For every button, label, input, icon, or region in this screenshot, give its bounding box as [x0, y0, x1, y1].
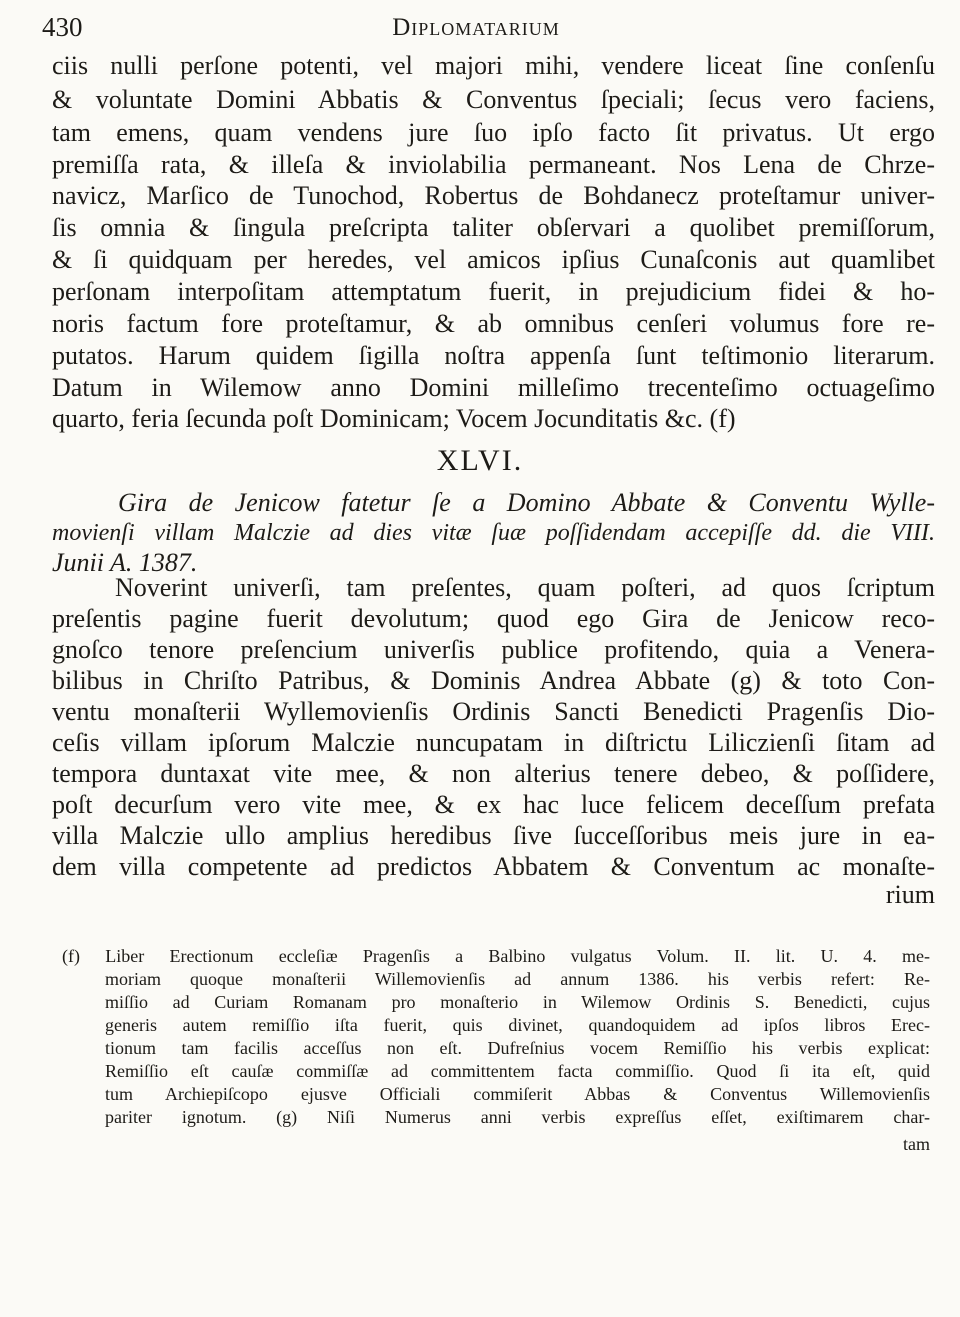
body-line: gnoſco tenore preſencium univerſis publice profitendo, quia a Venera-	[52, 635, 935, 664]
body-line: tam emens, quam vendens jure ſuo ipſo facto ſit privatus. Ut ergo	[52, 118, 935, 147]
body-line: poſt decurſum vero vite mee, & ex hac luce felicem deceſſum prefata	[52, 790, 935, 819]
page-header	[42, 8, 910, 48]
body-line: quarto, feria ſecunda poſt Dominicam; Vocem Jocunditatis &c. (f)	[52, 404, 736, 433]
body-line: Datum in Wilemow anno Domini milleſimo trecenteſimo octuageſimo	[52, 373, 935, 402]
footnote-line: tionum tam facilis acceſſus non eſt. Dufreſnius vocem Remiſſio his verbis explicat:	[105, 1038, 930, 1058]
body-line: ceſis villam ipſorum Malczie nuncupatam in diſtrictu Liliczienſi ſitam ad	[52, 728, 935, 757]
body-line: & ſi quidquam per heredes, vel amicos ipſius Cunaſconis aut quamlibet	[52, 245, 935, 274]
body-line: dem villa competente ad predictos Abbatem & Conventum ac monaſte-	[52, 852, 935, 881]
running-title: Diplomatarium	[392, 14, 560, 41]
footnote-line: miſſio ad Curiam Romanam pro monaſterio in Wilemow Ordinis S. Benedicti, cujus	[105, 992, 930, 1012]
body-line: & voluntate Domini Abbatis & Conventus ſpeciali; ſecus vero faciens,	[52, 85, 935, 114]
footnote-line: generis autem remiſſio iſta fuerit, quis divinet, quandoquidem ad ipſos libros Erec-	[105, 1015, 930, 1035]
body-line: villa Malczie ullo amplius heredibus ſive ſucceſſoribus meis jure in ea-	[52, 821, 935, 850]
summary-line: Gira de Jenicow fatetur ſe a Domino Abbate & Conventu Wylle-	[118, 488, 935, 517]
body-line: navicz, Marſico de Tunochod, Robertus de Bohdanecz proteſtamur univer-	[52, 181, 935, 210]
body-line: ventu monaſterii Wyllemovienſis Ordinis Sancti Benedicti Pragenſis Dio-	[52, 697, 935, 726]
footnote-line: tum Archiepiſcopo ejusve Officiali commiſerit Abbas & Conventus Willemovienſis	[105, 1084, 930, 1104]
body-line: premiſſa rata, & illeſa & inviolabilia permaneant. Nos Lena de Chrze-	[52, 150, 935, 179]
body-line: perſonam interpoſitam attemptatum fuerit, in prejudicium fidei & ho-	[52, 277, 935, 306]
footnote-line: (f) Liber Erectionum eccleſiæ Pragenſis a Balbino vulgatus Volum. II. lit. U. 4. me-	[62, 946, 930, 966]
body-line: noris factum fore proteſtamur, & ab omnibus cenſeri volumus fore re-	[52, 309, 935, 338]
catchword: rium	[885, 880, 935, 909]
body-line: tempora duntaxat vite mee, & non alterius tenere debeo, & poſſidere,	[52, 759, 935, 788]
footnote-line: moriam quoque monaſterii Willemovienſis ad annum 1386. his verbis refert: Re-	[105, 969, 930, 989]
body-line: Noverint univerſi, tam preſentes, quam poſteri, ad quos ſcriptum	[115, 573, 935, 602]
body-line: preſentis pagine fuerit devolutum; quod ego Gira de Jenicow reco-	[52, 604, 935, 633]
page-number: 430	[42, 12, 83, 42]
summary-line: Junii A. 1387.	[52, 548, 198, 577]
footnote-line: pariter ignotum. (g) Niſi Numerus anni verbis expreſſus eſſet, exiſtimarem char-	[105, 1107, 930, 1127]
section-number: XLVI.	[436, 445, 524, 477]
body-line: bilibus in Chriſto Patribus, & Dominis Andrea Abbate (g) & toto Con-	[52, 666, 935, 695]
summary-line: movienſi villam Malczie ad dies vitæ ſuæ poſſidendam accepiſſe dd. die VIII.	[52, 520, 935, 546]
footnote-line: Remiſſio eſt cauſæ commiſſæ ad committentem facta commiſſio. Quod ſi ita eſt, quid	[105, 1061, 930, 1081]
body-line: ciis nulli perſone potenti, vel majori mihi, vendere liceat ſine conſenſu	[52, 51, 935, 80]
body-line: putatos. Harum quidem ſigilla noſtra appenſa ſunt teſtimonio literarum.	[52, 341, 935, 370]
footnote-catchword: tam	[903, 1134, 930, 1154]
body-line: ſis omnia & ſingula preſcripta taliter obſervari a quolibet premiſſorum,	[52, 213, 935, 242]
